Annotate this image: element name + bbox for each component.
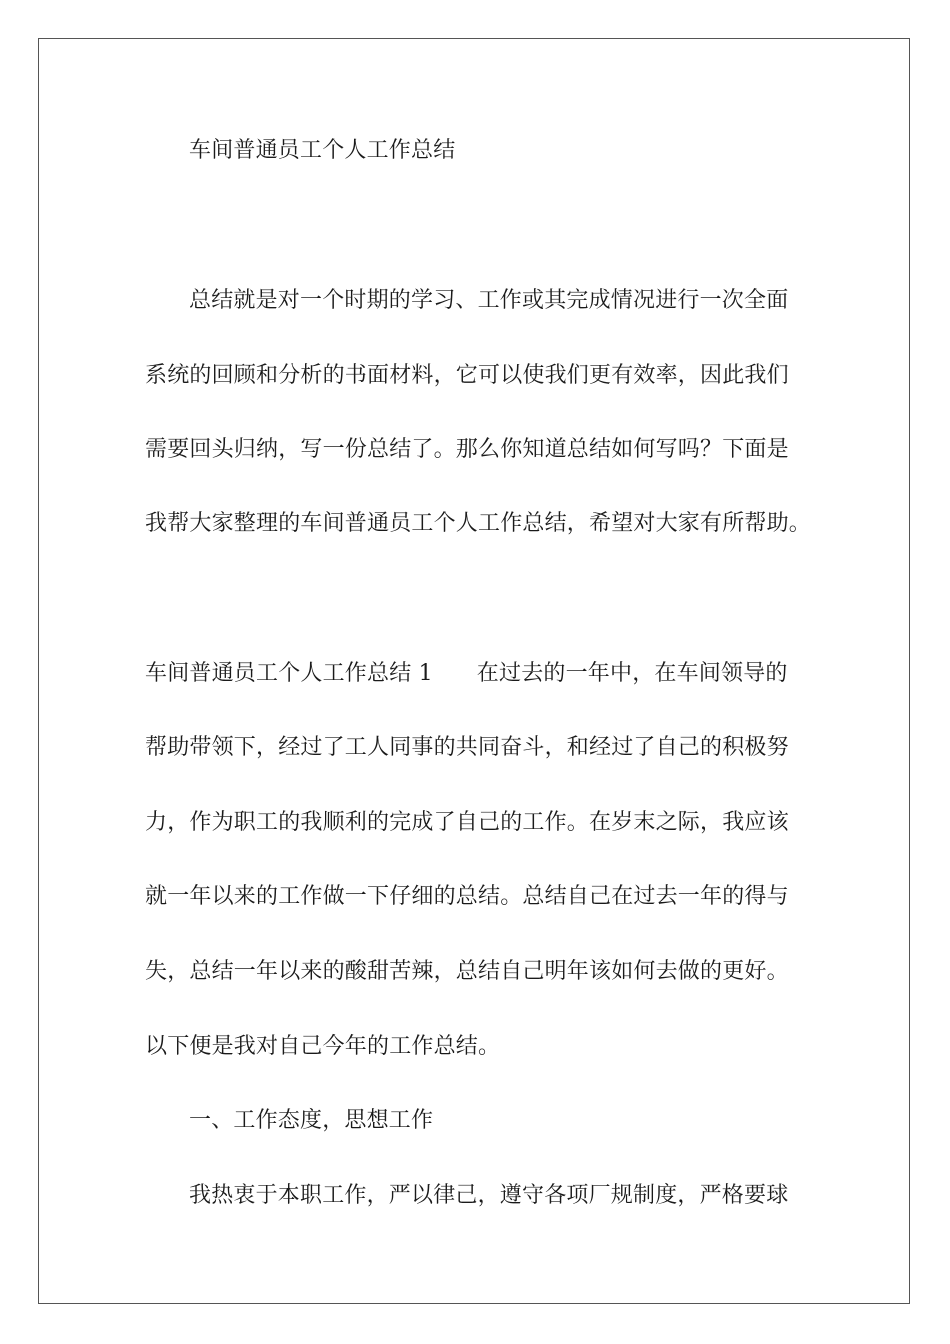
section-1-line-1: 在过去的一年中，在车间领导的 xyxy=(476,661,788,686)
section-1-heading: 车间普通员工个人工作总结 1 xyxy=(145,661,433,686)
section-1-line-2: 帮助带领下，经过了工人同事的共同奋斗，和经过了自己的积极努 xyxy=(145,735,789,760)
document-title: 车间普通员工个人工作总结 xyxy=(189,138,456,163)
subheading-1: 一、工作态度，思想工作 xyxy=(189,1108,434,1133)
section-1-line-6: 以下便是我对自己今年的工作总结。 xyxy=(145,1034,501,1059)
intro-line-1: 总结就是对一个时期的学习、工作或其完成情况进行一次全面 xyxy=(189,288,789,313)
section-1-line-5: 失，总结一年以来的酸甜苦辣，总结自己明年该如何去做的更好。 xyxy=(145,959,789,984)
section-1-line-4: 就一年以来的工作做一下仔细的总结。总结自己在过去一年的得与 xyxy=(145,884,789,909)
intro-line-3: 需要回头归纳，写一份总结了。那么你知道总结如何写吗？下面是 xyxy=(145,437,789,462)
intro-line-2: 系统的回顾和分析的书面材料，它可以使我们更有效率，因此我们 xyxy=(145,363,789,388)
body-paragraph-line: 我热衷于本职工作，严以律己，遵守各项厂规制度，严格要球 xyxy=(189,1183,789,1208)
section-1-first-line xyxy=(145,661,788,687)
section-1-line-3: 力，作为职工的我顺利的完成了自己的工作。在岁末之际，我应该 xyxy=(145,810,789,835)
intro-line-4: 我帮大家整理的车间普通员工个人工作总结，希望对大家有所帮助。 xyxy=(145,511,812,536)
